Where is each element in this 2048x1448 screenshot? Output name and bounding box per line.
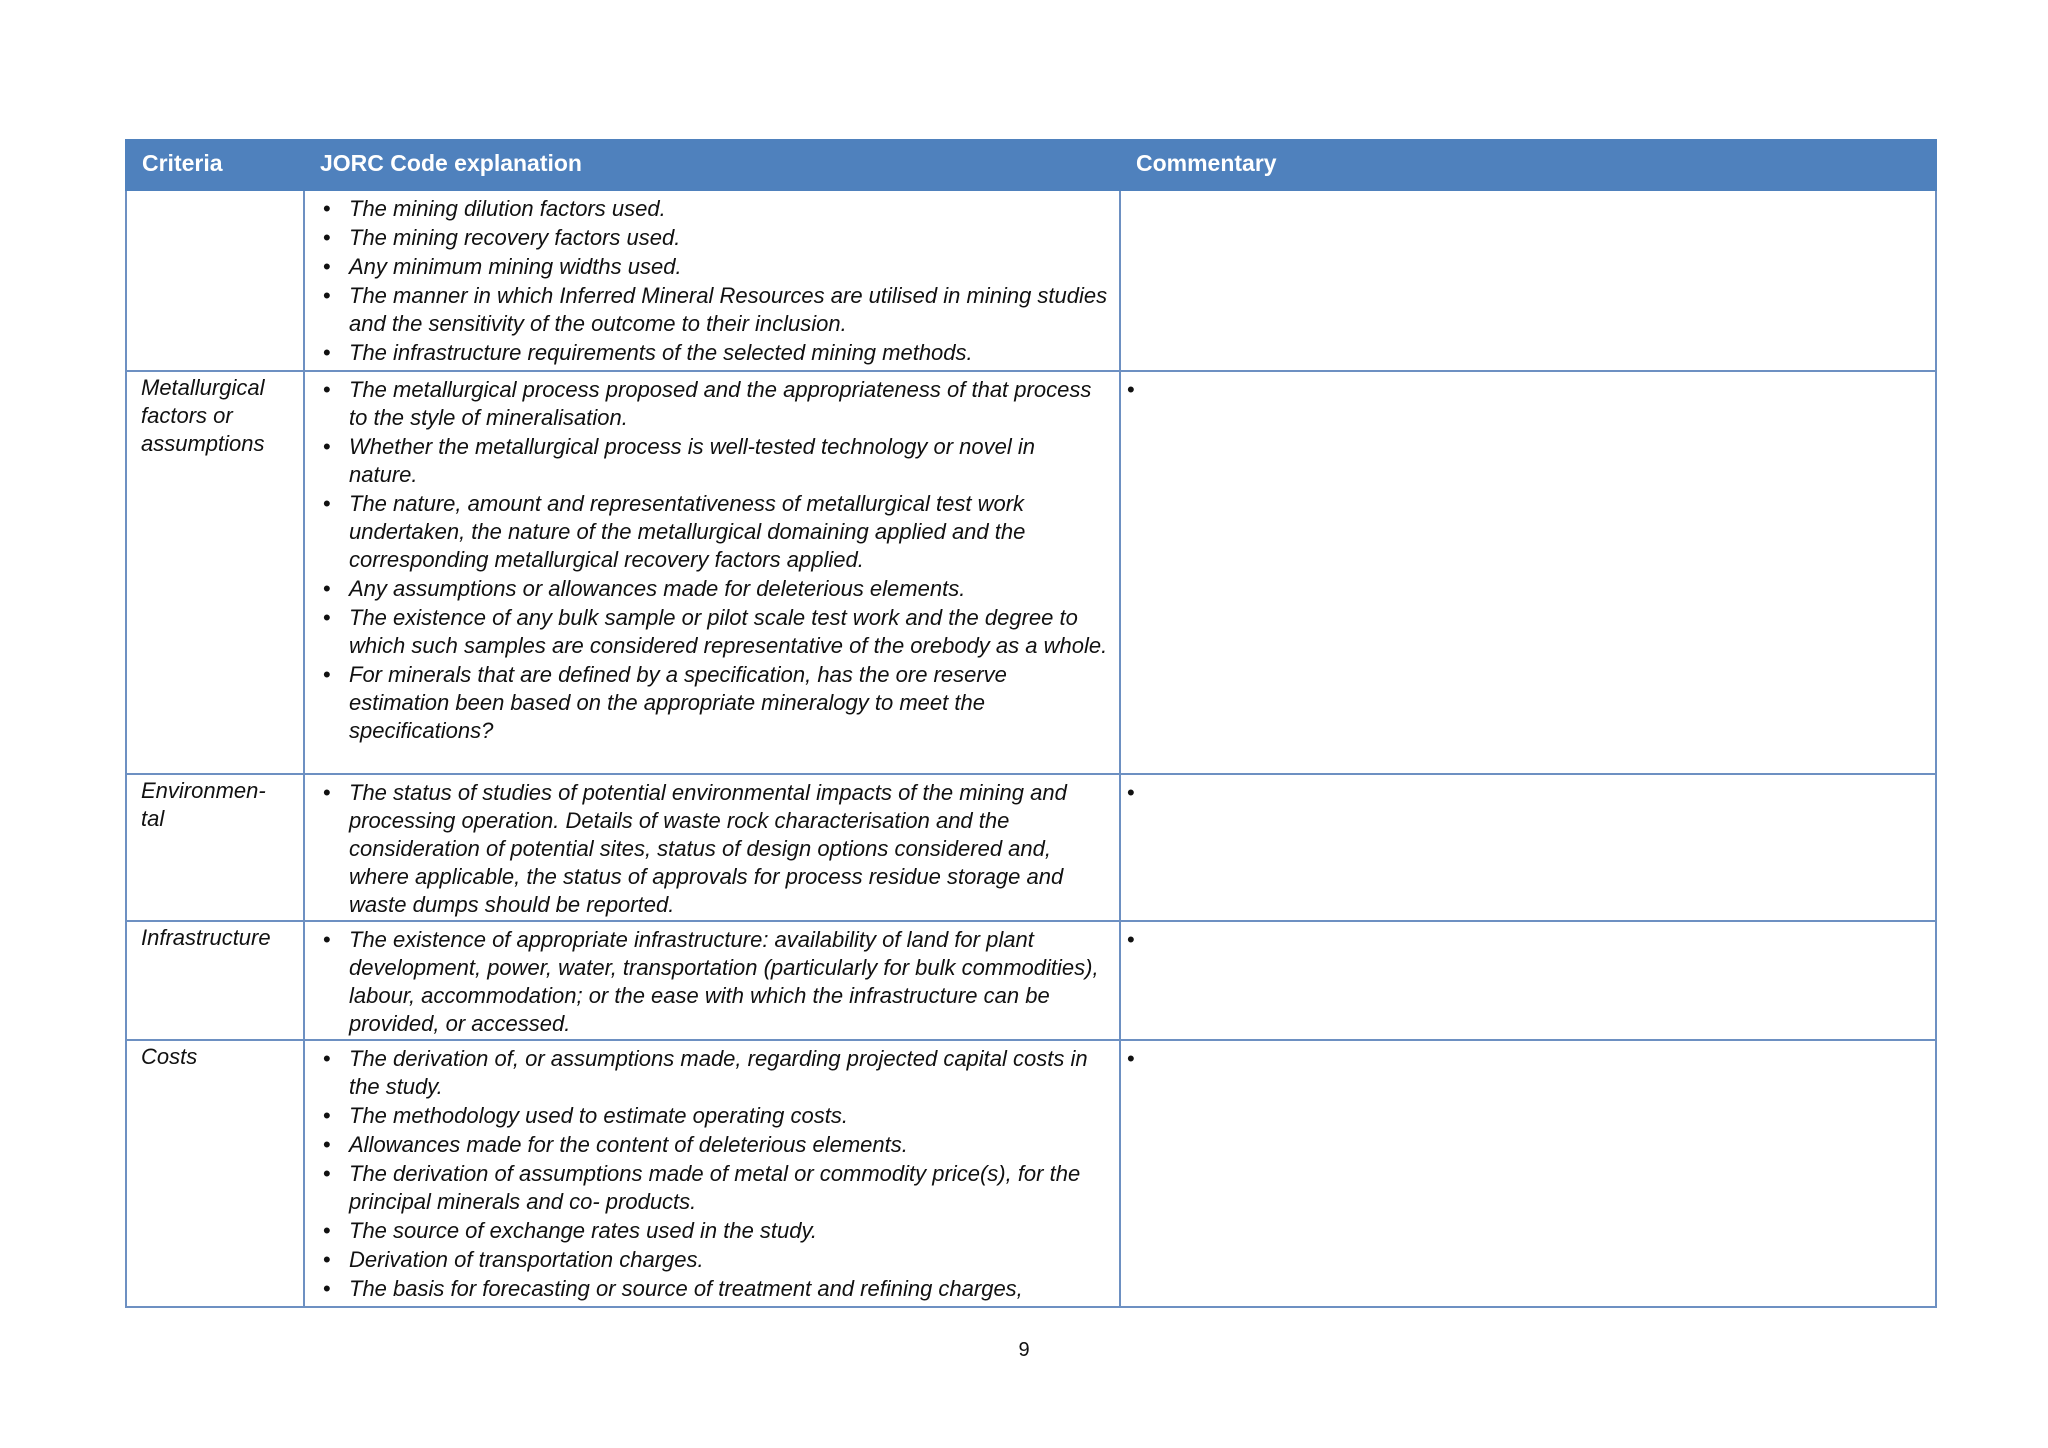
- table-row: [126, 921, 1936, 1040]
- list-item: • The derivation of assumptions made of metal or commodity price(s), for the principal minerals and co- products.: [305, 1160, 1109, 1216]
- list-item: • For minerals that are defined by a specification, has the ore reserve estimation been based on the appropriate mineralogy to meet the specifications?: [305, 661, 1109, 745]
- table-row: [126, 371, 1936, 774]
- list-item: • The derivation of, or assumptions made, regarding projected capital costs in the study.: [305, 1045, 1109, 1101]
- criteria-cell: [126, 774, 304, 921]
- list-item: • The mining recovery factors used.: [305, 224, 1109, 252]
- list-item: • The existence of any bulk sample or pilot scale test work and the degree to which such samples are considered representative of the orebody as a whole.: [305, 604, 1109, 660]
- page-number: 9: [1018, 1339, 1030, 1361]
- list-item: • The metallurgical process proposed and the appropriateness of that process to the style of mineralisation.: [305, 376, 1109, 432]
- explanation-cell: [304, 371, 1120, 774]
- list-item: • The existence of appropriate infrastructure: availability of land for plant development, power, water, transportation (particularly for bulk commodities), labour, accommodation; or the ease with which the infrastructure can be provided, or accessed.: [305, 926, 1109, 1038]
- commentary-cell: [1120, 774, 1936, 921]
- list-item: • The methodology used to estimate operating costs.: [305, 1102, 1109, 1130]
- table-row: [126, 774, 1936, 921]
- criteria-cell: [126, 190, 304, 371]
- table-row: [126, 1040, 1936, 1307]
- list-item: • Derivation of transportation charges.: [305, 1246, 1109, 1274]
- jorc-criteria-table: [125, 139, 1937, 1308]
- explanation-cell: [304, 921, 1120, 1040]
- explanation-list: [305, 1041, 1119, 1303]
- list-item: • The nature, amount and representativeness of metallurgical test work undertaken, the nature of the metallurgical domaining applied and the corresponding metallurgical recovery factors applied.: [305, 490, 1109, 574]
- list-item: • The status of studies of potential environmental impacts of the mining and processing operation. Details of waste rock characterisation and the consideration of potential sites, status of design options considered and, where applicable, the status of approvals for process residue storage and waste dumps should be reported.: [305, 779, 1109, 919]
- list-item: • Whether the metallurgical process is well-tested technology or novel in nature.: [305, 433, 1109, 489]
- explanation-cell: [304, 774, 1120, 921]
- header-commentary: Commentary: [1120, 140, 1936, 190]
- criteria-label: Infrastructure: [141, 925, 271, 950]
- criteria-cell: [126, 371, 304, 774]
- explanation-list: [305, 775, 1119, 919]
- commentary-cell: [1120, 1040, 1936, 1307]
- list-item: • Any assumptions or allowances made for deleterious elements.: [305, 575, 1109, 603]
- list-item: • Any minimum mining widths used.: [305, 253, 1109, 281]
- commentary-text: •: [1127, 780, 1135, 805]
- criteria-cell: [126, 921, 304, 1040]
- list-item: • The infrastructure requirements of the selected mining methods.: [305, 339, 1109, 367]
- commentary-cell: [1120, 921, 1936, 1040]
- table-body: [126, 190, 1936, 1307]
- criteria-label: Environmen- tal: [141, 778, 266, 831]
- table-row: [126, 190, 1936, 371]
- header-jorc-code-explanation: JORC Code explanation: [304, 140, 1120, 190]
- table-header-row: [126, 140, 1936, 190]
- explanation-list: [305, 191, 1119, 367]
- explanation-cell: [304, 1040, 1120, 1307]
- list-item: • The manner in which Inferred Mineral Resources are utilised in mining studies and the sensitivity of the outcome to their inclusion.: [305, 282, 1109, 338]
- commentary-text: •: [1127, 927, 1135, 952]
- criteria-label: Costs: [141, 1044, 198, 1069]
- commentary-cell: [1120, 190, 1936, 371]
- commentary-text: •: [1127, 1046, 1135, 1071]
- header-criteria: Criteria: [126, 140, 304, 190]
- criteria-cell: [126, 1040, 304, 1307]
- explanation-list: [305, 922, 1119, 1038]
- list-item: • The basis for forecasting or source of treatment and refining charges,: [305, 1275, 1109, 1303]
- commentary-text: •: [1127, 377, 1135, 402]
- explanation-cell: [304, 190, 1120, 371]
- criteria-label: Metallurgical factors or assumptions: [141, 375, 265, 456]
- commentary-cell: [1120, 371, 1936, 774]
- explanation-list: [305, 372, 1119, 745]
- list-item: • The mining dilution factors used.: [305, 195, 1109, 223]
- list-item: • The source of exchange rates used in the study.: [305, 1217, 1109, 1245]
- list-item: • Allowances made for the content of deleterious elements.: [305, 1131, 1109, 1159]
